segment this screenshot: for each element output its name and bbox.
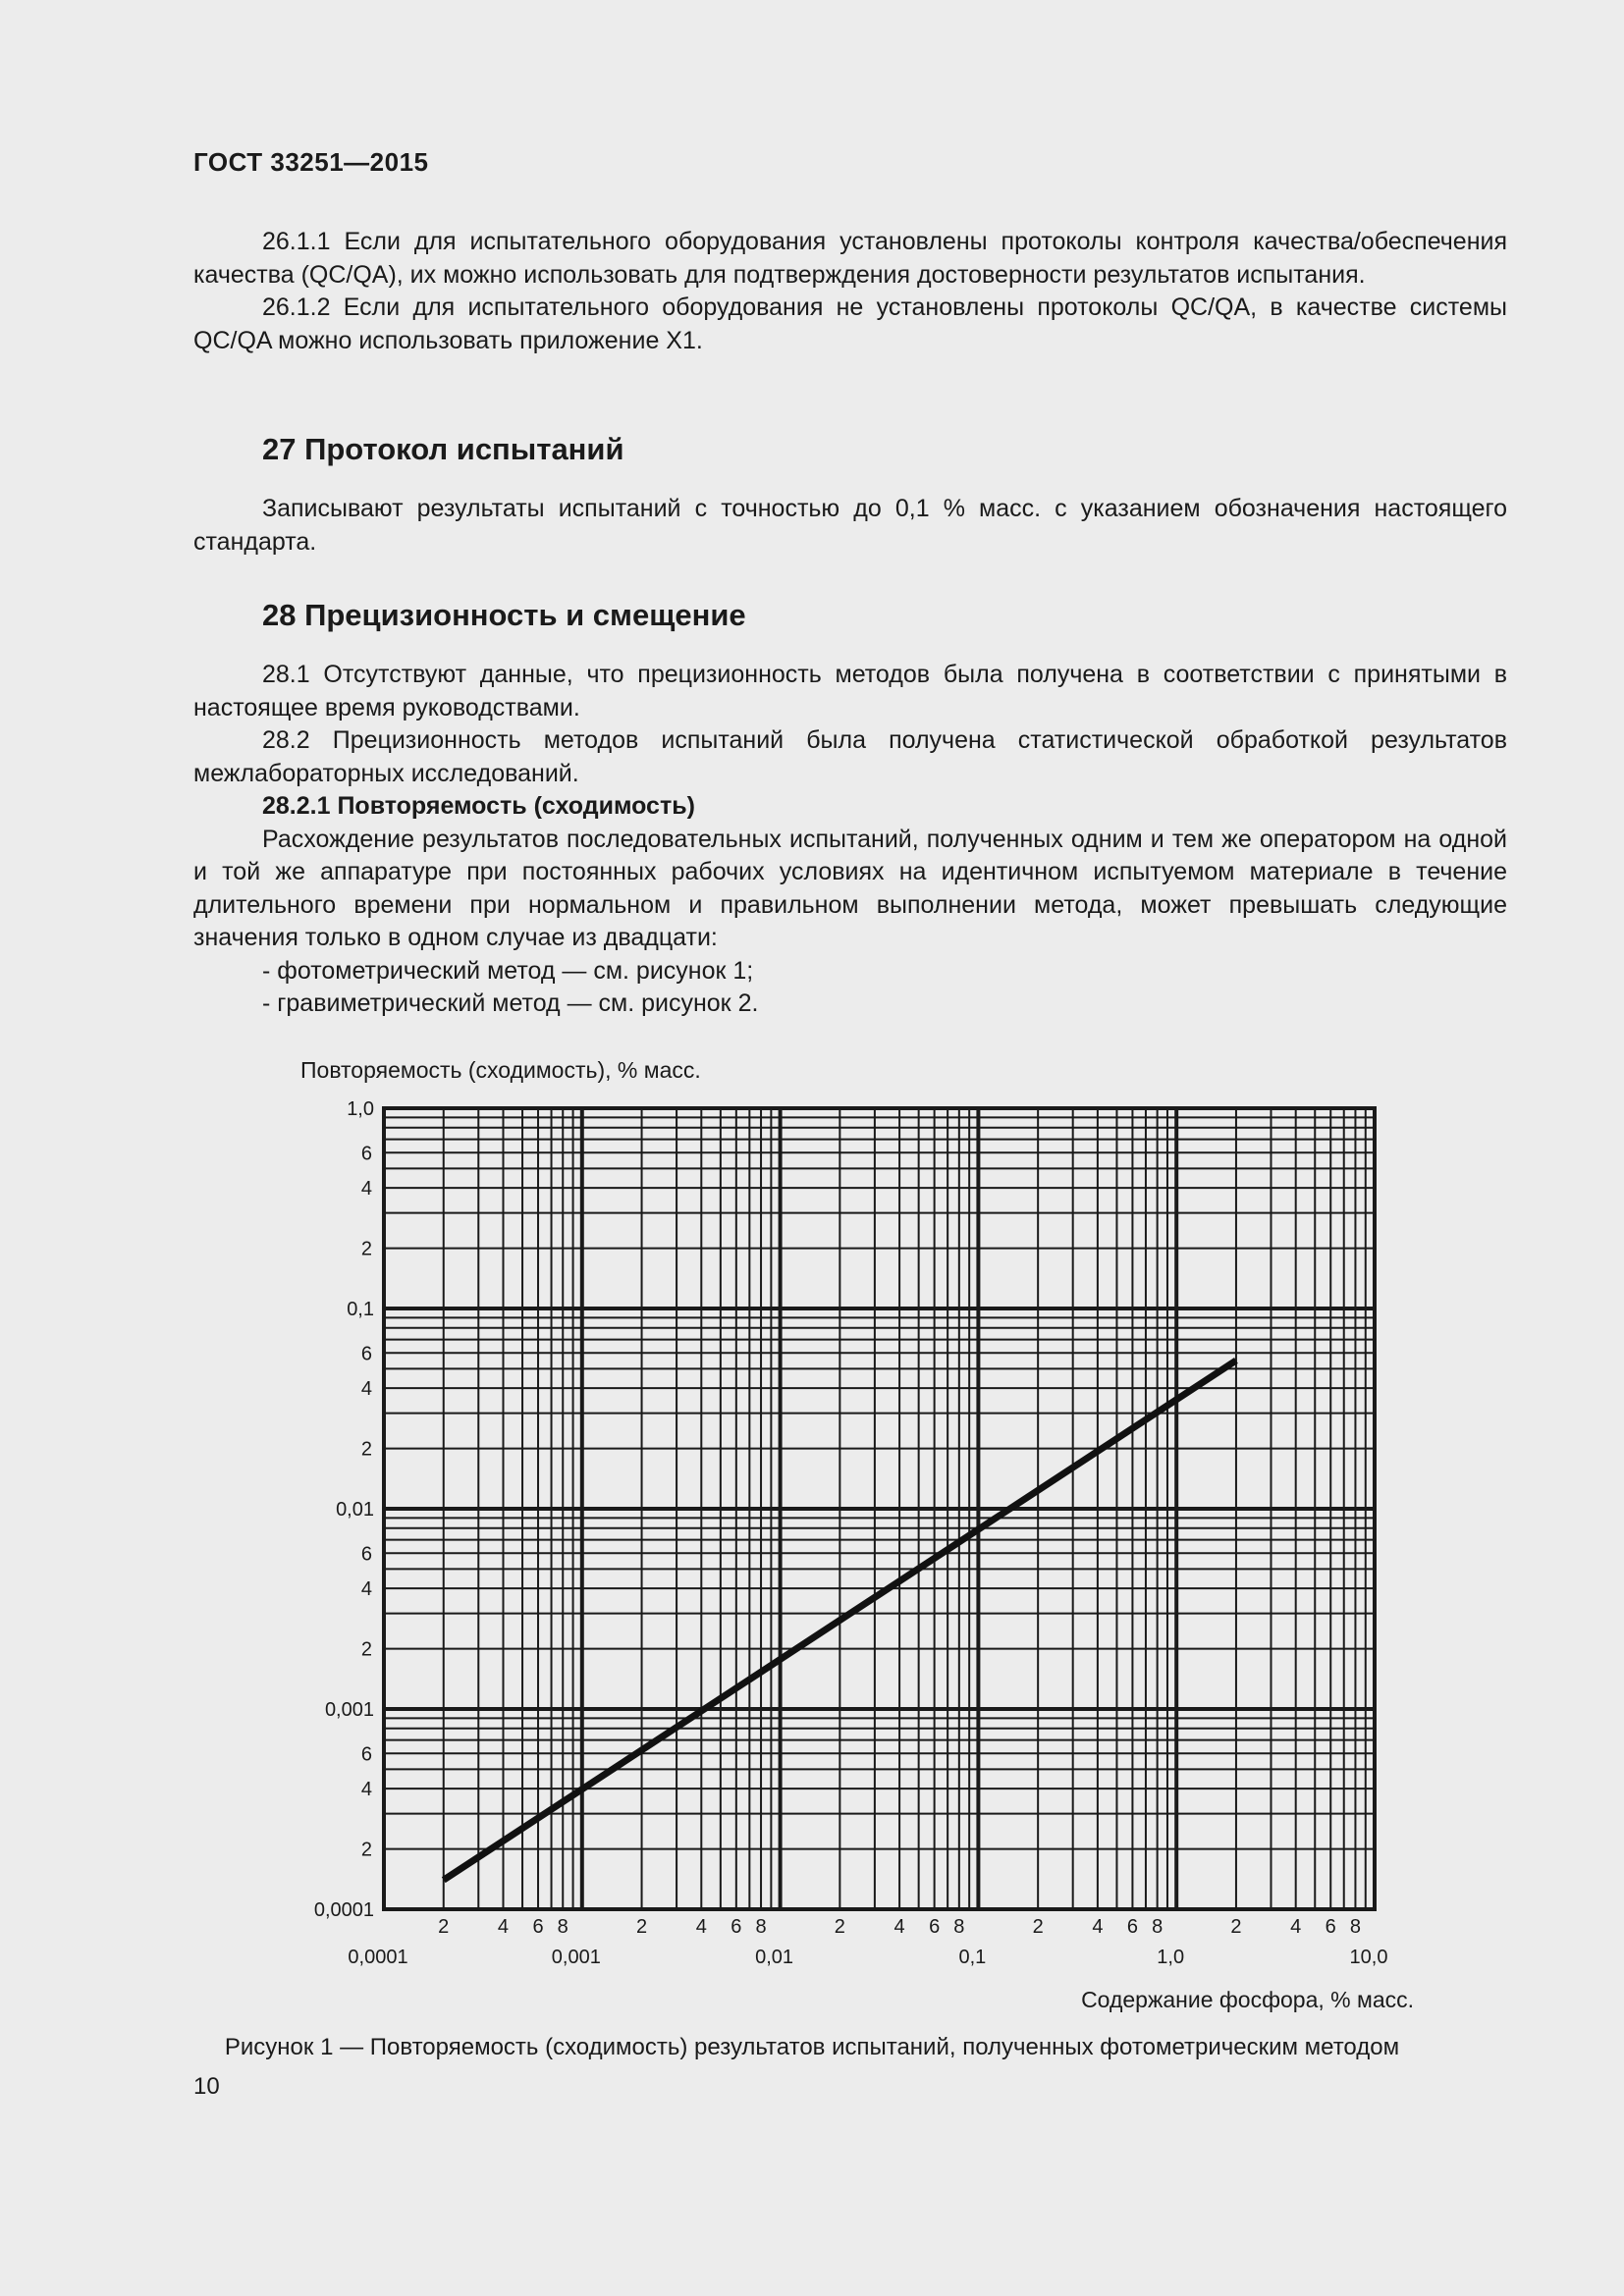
x-minor-tick-label: 6 — [1325, 1916, 1336, 1938]
x-minor-tick-label: 4 — [1290, 1916, 1302, 1938]
y-minor-tick-label: 6 — [360, 1543, 372, 1566]
y-minor-tick-label: 6 — [360, 1743, 372, 1766]
x-minor-tick-label: 8 — [557, 1916, 568, 1938]
y-minor-tick-label: 4 — [360, 1779, 372, 1801]
section-27-heading: 27 Протокол испытаний — [262, 432, 624, 466]
y-tick-label: 0,001 — [324, 1699, 374, 1721]
y-minor-tick-label: 4 — [360, 1578, 372, 1601]
y-minor-tick-label: 4 — [360, 1178, 372, 1201]
y-tick-label: 1,0 — [347, 1098, 374, 1120]
x-minor-tick-label: 6 — [929, 1916, 941, 1938]
page-number: 10 — [193, 2073, 220, 2100]
document-header: ГОСТ 33251—2015 — [193, 147, 429, 177]
x-tick-label: 1,0 — [1157, 1947, 1185, 1968]
x-minor-tick-label: 2 — [438, 1916, 450, 1938]
y-tick-label: 0,0001 — [313, 1899, 374, 1921]
y-minor-tick-label: 2 — [360, 1238, 372, 1260]
x-tick-label: 0,1 — [958, 1947, 987, 1968]
x-tick-label: 0,001 — [551, 1947, 601, 1968]
x-minor-tick-label: 4 — [1092, 1916, 1104, 1938]
x-minor-tick-label: 6 — [1126, 1916, 1138, 1938]
y-tick-label: 0,1 — [347, 1299, 374, 1320]
y-minor-tick-label: 6 — [360, 1343, 372, 1365]
y-axis-title: Повторяемость (сходимость), % масс. — [300, 1057, 701, 1083]
subheading-28-2-1: 28.2.1 Повторяемость (сходимость) — [262, 792, 695, 820]
paragraph-28-1: 28.1 Отсутствуют данные, что прецизионность методов была получена в соответствии с принятыми в настоящее время руководствами. — [193, 661, 1507, 721]
x-tick-label: 0,0001 — [348, 1947, 408, 1968]
paragraph-28-2-1: Расхождение результатов последовательных испытаний, полученных одним и тем же оператором на одной и той же аппаратуре при постоянных рабочих условиях на идентичном испытуемом материале в течение длительного времени при нормальном и правильном выполнении метода, может превышать следующие значения только в одном случае из двадцати: — [193, 825, 1507, 951]
x-minor-tick-label: 8 — [755, 1916, 767, 1938]
x-minor-tick-label: 4 — [695, 1916, 707, 1938]
x-minor-tick-label: 8 — [1152, 1916, 1164, 1938]
x-minor-tick-label: 4 — [497, 1916, 510, 1938]
y-minor-tick-label: 2 — [360, 1638, 372, 1661]
x-minor-tick-label: 2 — [635, 1916, 648, 1938]
list-item-gravimetric: - гравиметрический метод — см. рисунок 2. — [262, 989, 759, 1017]
x-tick-label: 0,01 — [755, 1947, 794, 1968]
x-minor-tick-label: 8 — [953, 1916, 965, 1938]
y-minor-tick-label: 6 — [360, 1143, 372, 1165]
x-minor-tick-label: 6 — [532, 1916, 544, 1938]
x-minor-tick-label: 2 — [1230, 1916, 1242, 1938]
list-item-photometric: - фотометрический метод — см. рисунок 1; — [262, 956, 754, 985]
section-28-heading: 28 Прецизионность и смещение — [262, 598, 746, 632]
x-minor-tick-label: 8 — [1349, 1916, 1362, 1938]
paragraph-26-1-1: 26.1.1 Если для испытательного оборудования установлены протоколы контроля качества/обеспечения качества (QC/QA), их можно использовать для подтверждения достоверности результатов испытания. — [193, 228, 1507, 289]
y-minor-tick-label: 2 — [360, 1839, 372, 1861]
x-minor-tick-label: 6 — [731, 1916, 742, 1938]
y-minor-tick-label: 2 — [360, 1438, 372, 1461]
x-minor-tick-label: 2 — [834, 1916, 845, 1938]
y-tick-label: 0,01 — [336, 1499, 374, 1521]
y-minor-tick-label: 4 — [360, 1378, 372, 1401]
x-tick-label: 10,0 — [1349, 1947, 1388, 1968]
paragraph-27: Записывают результаты испытаний с точностью до 0,1 % масс. с указанием обозначения настоящего стандарта. — [193, 495, 1507, 556]
x-minor-tick-label: 4 — [893, 1916, 905, 1938]
x-minor-tick-label: 2 — [1032, 1916, 1044, 1938]
paragraph-26-1-2: 26.1.2 Если для испытательного оборудования не установлены протоколы QC/QA, в качестве системы QC/QA можно использовать приложение X1. — [193, 294, 1507, 354]
paragraph-28-2: 28.2 Прецизионность методов испытаний была получена статистической обработкой результатов межлабораторных исследований. — [193, 726, 1507, 787]
x-axis-title: Содержание фосфора, % масс. — [1081, 1987, 1414, 2012]
figure-caption: Рисунок 1 — Повторяемость (сходимость) результатов испытаний, полученных фотометрическим методом — [224, 2034, 1400, 2060]
